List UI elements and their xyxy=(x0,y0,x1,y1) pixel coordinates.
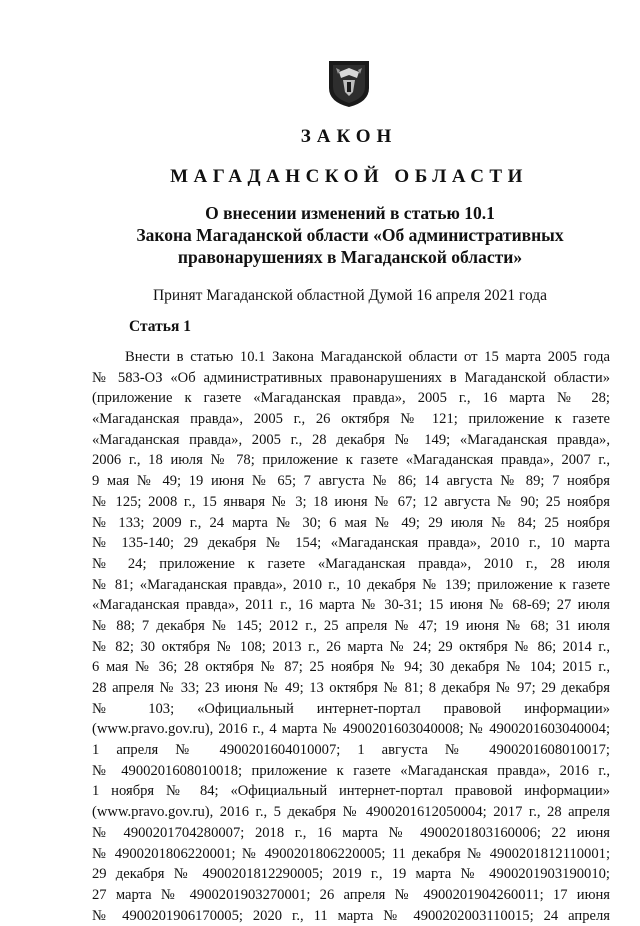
body-line: 6 мая № 36; 28 октября № 87; 25 ноября № 94; 30 декабря № 104; 2015 г., xyxy=(92,659,610,676)
body-line: 9 мая № 49; 19 июня № 65; 7 августа № 86; 14 августа № 89; 7 ноября xyxy=(92,473,610,490)
body-line: № 103; «Официальный интернет-портал правовой информации» xyxy=(92,700,610,717)
body-line: Внести в статью 10.1 Закона Магаданской области от 15 марта 2005 года xyxy=(125,349,610,365)
article-body xyxy=(92,347,610,926)
adoption-note: Принят Магаданской областной Думой 16 апреля 2021 года xyxy=(152,287,548,304)
law-title xyxy=(110,202,590,268)
body-line: № 135-140; 29 декабря № 154; «Магаданская правда», 2010 г., 10 марта xyxy=(92,535,610,552)
coat-of-arms-emblem xyxy=(327,58,371,108)
body-line: 27 марта № 4900201903270001; 26 апреля № 4900201904260011; 17 июня xyxy=(92,886,610,903)
body-line: (www.pravo.gov.ru), 2016 г., 4 марта № 4900201603040008; № 4900201603040004; xyxy=(92,721,610,738)
body-line: № 81; «Магаданская правда», 2010 г., 10 декабря № 139; приложение к газете xyxy=(92,576,610,593)
body-line: № 88; 7 декабря № 145; 2012 г., 25 апреля № 47; 19 июня № 68; 31 июля xyxy=(92,617,610,634)
article-heading: Статья 1 xyxy=(129,318,191,335)
law-heading: ЗАКОН xyxy=(300,126,398,147)
body-line: (www.pravo.gov.ru), 2016 г., 5 декабря № 4900201612050004; 2017 г., 28 апреля xyxy=(92,804,610,821)
body-line: № 24; приложение к газете «Магаданская правда», 2010 г., 28 июля xyxy=(92,555,610,572)
body-line: № 125; 2008 г., 15 января № 3; 18 июня № 67; 12 августа № 90; 25 ноября xyxy=(92,493,610,510)
body-line: (приложение к газете «Магаданская правда», 2005 г., 16 марта № 28; xyxy=(92,390,610,407)
body-line: № 4900201608010018; приложение к газете «Магаданская правда», 2016 г., xyxy=(92,762,610,779)
law-title-line-3: правонарушениях в Магаданской области» xyxy=(177,247,523,267)
body-line: № 4900201906170005; 2020 г., 11 марта № 4900202003110015; 24 апреля xyxy=(92,907,610,924)
body-line: № 133; 2009 г., 24 марта № 30; 6 мая № 49; 29 июля № 84; 25 ноября xyxy=(92,514,610,531)
body-line: № 4900201704280007; 2018 г., 16 марта № 4900201803160006; 22 июня xyxy=(92,824,610,841)
body-line: № 82; 30 октября № 108; 2013 г., 26 марта № 24; 29 октября № 86; 2014 г., xyxy=(92,638,610,655)
law-title-line-1: О внесении изменений в статью 10.1 xyxy=(205,203,495,223)
body-line: № 583-ОЗ «Об административных правонарушениях в Магаданской области» xyxy=(92,369,610,386)
body-line: «Магаданская правда», 2005 г., 26 октября № 121; приложение к газете xyxy=(92,411,610,428)
body-line: «Магаданская правда», 2011 г., 16 марта № 30-31; 15 июня № 68-69; 27 июля xyxy=(92,597,610,614)
body-line: 1 апреля № 4900201604010007; 1 августа № 4900201608010017; xyxy=(92,742,610,759)
region-heading: МАГАДАНСКОЙ ОБЛАСТИ xyxy=(170,166,528,187)
body-line: 28 апреля № 33; 23 июня № 49; 13 октября № 81; 8 декабря № 97; 29 декабря xyxy=(92,680,610,696)
body-line: 1 ноября № 84; «Официальный интернет-портал правовой информации» xyxy=(92,783,610,800)
body-line: «Магаданская правда», 2005 г., 28 декабря № 149; «Магаданская правда», xyxy=(92,431,610,448)
body-line: 2006 г., 18 июля № 78; приложение к газете «Магаданская правда», 2007 г., xyxy=(92,452,610,469)
law-title-line-2: Закона Магаданской области «Об административных xyxy=(136,225,564,245)
body-line: 29 декабря № 4900201812290005; 2019 г., 19 марта № 4900201903190010; xyxy=(92,866,610,883)
body-line: № 4900201806220001; № 4900201806220005; 11 декабря № 4900201812110001; xyxy=(92,845,610,862)
